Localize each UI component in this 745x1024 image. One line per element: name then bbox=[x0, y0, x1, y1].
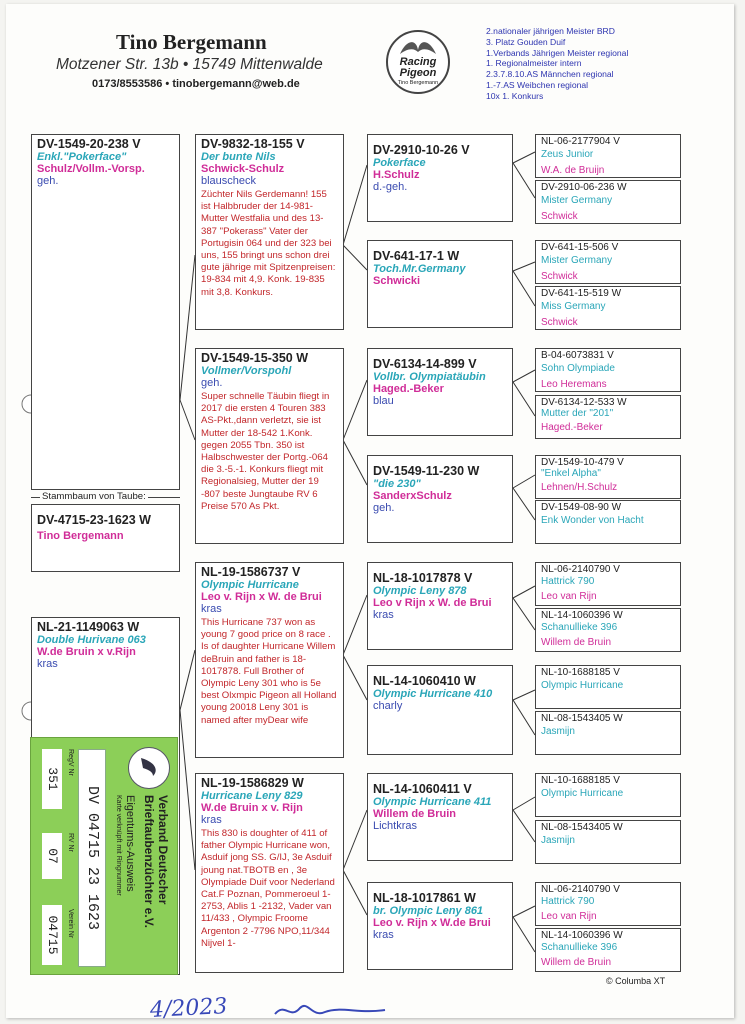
ancestor-card bbox=[535, 773, 681, 817]
grandparent-card bbox=[195, 134, 344, 330]
color: geh. bbox=[201, 377, 223, 389]
ownership-card-content bbox=[32, 739, 178, 975]
pigeon-name: Toch.Mr.Germany bbox=[373, 263, 466, 275]
pigeon-name: Enkl."Pokerface" bbox=[37, 151, 127, 163]
card-org-line2: Brieftaubenzüchter e.V. bbox=[142, 795, 156, 928]
ring-number: DV-1549-11-230 W bbox=[373, 464, 480, 478]
owner: Schulz/Vollm.-Vorsp. bbox=[37, 163, 145, 175]
owner: Leo Heremans bbox=[541, 379, 607, 390]
sire-card bbox=[31, 134, 180, 490]
owner: Leo van Rijn bbox=[541, 911, 597, 922]
great-grandparent-card bbox=[367, 240, 513, 328]
grandparent-card bbox=[195, 562, 344, 758]
ring-number: DV-1549-08-90 W bbox=[541, 502, 622, 513]
pigeon-name: Mutter der "201" bbox=[541, 408, 614, 419]
owner: Lehnen/H.Schulz bbox=[541, 482, 618, 493]
grandparent-card bbox=[195, 773, 344, 973]
pigeon-name: Vollmer/Vorspohl bbox=[201, 365, 292, 377]
owner: W.A. de Bruijn bbox=[541, 165, 605, 176]
ring-number: NL-06-2140790 V bbox=[541, 884, 620, 895]
pigeon-name: Mister Germany bbox=[541, 255, 613, 266]
card-value-regv: 351 bbox=[42, 749, 62, 809]
owner: Willem de Bruin bbox=[541, 637, 612, 648]
ring-number: NL-14-1060411 V bbox=[373, 782, 472, 796]
owner: Leo v. Rijn x W. de Brui bbox=[201, 591, 322, 603]
ancestor-card bbox=[535, 882, 681, 926]
ring-number: NL-06-2177904 V bbox=[541, 136, 620, 147]
ring-number: NL-18-1017878 V bbox=[373, 571, 473, 585]
ancestor-card bbox=[535, 134, 681, 178]
color: kras bbox=[373, 929, 394, 941]
great-grandparent-card bbox=[367, 665, 513, 755]
pigeon-name: Vollbr. Olympiatäubin bbox=[373, 371, 486, 383]
owner: Schwicki bbox=[373, 275, 421, 287]
achievement-item: 1. Regionalmeister intern bbox=[486, 58, 582, 69]
color: kras bbox=[201, 814, 222, 826]
color: kras bbox=[373, 609, 394, 621]
ancestor-card bbox=[535, 286, 681, 330]
pigeon-name: Der bunte Nils bbox=[201, 151, 276, 163]
handwritten-scribble bbox=[270, 1000, 390, 1022]
software-credit: © Columba XT bbox=[606, 976, 666, 986]
color: d.-geh. bbox=[373, 181, 408, 193]
achievement-item: 2.3.7.8.10.AS Männchen regional bbox=[486, 69, 614, 80]
owner: H.Schulz bbox=[373, 169, 420, 181]
owner: W.de Bruin x v.Rijn bbox=[37, 646, 136, 658]
great-grandparent-card bbox=[367, 773, 513, 861]
breeder-contact: 0173/8553586 • tinobergemann@web.de bbox=[92, 78, 300, 90]
card-label-rv: RV Nr bbox=[67, 833, 74, 852]
card-ring-number: DV 04715 23 1623 bbox=[78, 749, 106, 967]
breeder-note: Züchter Nils Gerdemann! 155 ist Halbbruder der 14-981- Mutter Westfalia und des 13-387 "Pokerass" Vater der Portugisin 064 und der 323 bei uns, 155 bringt uns schon drei gute jährige mit Spitzenpreisen: 19-834 mit 4,9. Konk. 19-835 mit 3,8. Konkurs. bbox=[201, 189, 336, 298]
pigeon-name: Enk Wonder von Hacht bbox=[541, 515, 644, 526]
ancestor-card bbox=[535, 928, 681, 972]
owner: Schwick-Schulz bbox=[201, 163, 285, 175]
owner: Willem de Bruin bbox=[541, 957, 612, 968]
ring-number: B-04-6073831 V bbox=[541, 350, 614, 361]
great-grandparent-card bbox=[367, 455, 513, 543]
owner: Leo v Rijn x W. de Brui bbox=[373, 597, 492, 609]
color: geh. bbox=[373, 502, 395, 514]
ancestor-card bbox=[535, 500, 681, 544]
logo-line1: Racing bbox=[399, 56, 437, 68]
ring-number: DV-1549-20-238 V bbox=[37, 137, 141, 151]
ring-number: NL-08-1543405 W bbox=[541, 822, 623, 833]
ring-number: DV-641-15-506 V bbox=[541, 242, 619, 253]
ancestor-card bbox=[535, 348, 681, 392]
pigeon-name: Jasmijn bbox=[541, 726, 575, 737]
ancestor-card bbox=[535, 711, 681, 755]
ancestor-card bbox=[535, 665, 681, 709]
ring-number: NL-19-1586829 W bbox=[201, 776, 304, 790]
ring-number: DV-1549-15-350 W bbox=[201, 351, 309, 365]
owner: SanderxSchulz bbox=[373, 490, 452, 502]
great-grandparent-card bbox=[367, 134, 513, 222]
logo-line3: Tino Bergemann bbox=[397, 80, 439, 86]
pigeon-name: Olympic Hurricane 411 bbox=[373, 796, 492, 808]
color: Lichtkras bbox=[373, 820, 418, 832]
achievement-item: 1.-7.AS Weibchen regional bbox=[486, 79, 589, 90]
card-label-regv: RegV Nr bbox=[67, 749, 74, 776]
ring-number: DV-2910-10-26 V bbox=[373, 143, 470, 157]
breeder-address: Motzener Str. 13b • 15749 Mittenwalde bbox=[56, 56, 323, 73]
great-grandparent-card bbox=[367, 348, 513, 436]
ring-number: NL-21-1149063 W bbox=[37, 620, 140, 634]
breeder-note: This Hurricane 737 won as young 7 good price on 8 race . Is of daughter Hurricane Willem deBruin and father is 18-1017878. Full Brother of Olympic Leny 301 who is 5e best Olxmpic Pigeon all Holland young 20018 Leny 301 is named after myDear wife bbox=[201, 617, 337, 726]
owner: Haged.-Beker bbox=[373, 383, 444, 395]
achievement-item: 1.Verbands Jährigen Meister regional bbox=[486, 47, 629, 58]
color: kras bbox=[201, 603, 222, 615]
breeder-note: This 830 is doughter of 411 of father Olympic Hurricane won, Asduif jong SS. G/IJ, 3e Asduif joung nat.TBOTB en , 3e Olympiade Duif voor Nederland Cat.F Poznan, Pommeroeul 1-2753, Ablis 1 -2132, Vader van 11/433 , Olympic Froome Argenton 2 -7796 NPO,11/344 Nijvel 1- bbox=[201, 828, 335, 949]
pigeon-name: "die 230" bbox=[373, 478, 421, 490]
achievement-item: 2.nationaler jährigen Meister BRD bbox=[486, 26, 615, 36]
owner: Schwick bbox=[541, 271, 578, 282]
great-grandparent-card bbox=[367, 882, 513, 970]
pigeon-name: Hattrick 790 bbox=[541, 576, 595, 587]
ancestor-card bbox=[535, 455, 681, 499]
ring-number: DV-641-17-1 W bbox=[373, 249, 460, 263]
pigeon-name: Schanullieke 396 bbox=[541, 942, 618, 953]
pigeon-name: Olympic Hurricane bbox=[541, 680, 624, 691]
ancestor-card bbox=[535, 240, 681, 284]
ring-number: NL-08-1543405 W bbox=[541, 713, 623, 724]
card-label-verein: Verein Nr bbox=[67, 909, 74, 939]
owner: Leo v. Rijn x W.de Brui bbox=[373, 917, 491, 929]
owner: Schwick bbox=[541, 317, 578, 328]
pigeon-name: br. Olympic Leny 861 bbox=[373, 905, 484, 917]
color: geh. bbox=[37, 175, 59, 187]
pigeon-name: Schanullieke 396 bbox=[541, 622, 618, 633]
pigeon-name: Miss Germany bbox=[541, 301, 606, 312]
card-value-verein: 04715 bbox=[42, 905, 62, 965]
card-value-rv: 07 bbox=[42, 833, 62, 879]
grandparent-card bbox=[195, 348, 344, 544]
ancestor-card bbox=[535, 395, 681, 439]
ancestor-card bbox=[535, 180, 681, 224]
pigeon-name: Olympic Hurricane 410 bbox=[373, 688, 493, 700]
ring-number: NL-06-2140790 V bbox=[541, 564, 620, 575]
pigeon-name: Hurricane Leny 829 bbox=[201, 790, 303, 802]
ring-number: NL-14-1060410 W bbox=[373, 674, 476, 688]
ring-number: DV-2910-06-236 W bbox=[541, 182, 627, 193]
ring-number: DV-1549-10-479 V bbox=[541, 457, 624, 468]
breeder-note: Super schnelle Täubin fliegt in 2017 die ersten 4 Touren 383 AS-Pkt.,dann verletzt, sie ist Mutter der 18-542 1.Konk. gegen 2055 Tbn. 350 ist Halbschwester der Portg.-064 die 3.-5.-1. Konkurs fliegt mit Regionalsieg, Mutter der 19 -807 beste Jungtaube RV 6 Preise 570 As Pkt. bbox=[201, 391, 330, 512]
color: blauscheck bbox=[201, 175, 257, 187]
ring-number: NL-14-1060396 W bbox=[541, 610, 623, 621]
ring-number: DV-6134-14-899 V bbox=[373, 357, 477, 371]
pigeon-name: "Enkel Alpha" bbox=[541, 468, 601, 479]
card-org-line1: Verband Deutscher bbox=[156, 795, 170, 905]
vdb-logo bbox=[128, 747, 170, 789]
ring-number: NL-10-1688185 V bbox=[541, 667, 620, 678]
handwritten-date: 4/2023 bbox=[149, 993, 229, 1024]
ancestor-card bbox=[535, 820, 681, 864]
subject-card bbox=[31, 504, 180, 572]
owner: Tino Bergemann bbox=[37, 530, 124, 542]
owner: Willem de Bruin bbox=[373, 808, 457, 820]
owner: W.de Bruin x v. Rijn bbox=[201, 802, 303, 814]
color: kras bbox=[37, 658, 58, 670]
card-title: Eigentums-Ausweis bbox=[124, 795, 136, 892]
pigeon-name: Olympic Hurricane bbox=[541, 788, 624, 799]
pigeon-name: Sohn Olympiade bbox=[541, 363, 615, 374]
ring-number: NL-19-1586737 V bbox=[201, 565, 301, 579]
ring-number: DV-9832-18-155 V bbox=[201, 137, 305, 151]
logo-line2: Pigeon bbox=[399, 67, 437, 79]
pigeon-name: Jasmijn bbox=[541, 835, 575, 846]
vdb-emblem-icon bbox=[129, 748, 169, 788]
ring-number: NL-14-1060396 W bbox=[541, 930, 623, 941]
pigeon-name: Zeus Junior bbox=[541, 149, 594, 160]
pigeon-name: Hattrick 790 bbox=[541, 896, 595, 907]
subject-caption: Stammbaum von Taube: bbox=[42, 491, 146, 502]
ring-number: NL-10-1688185 V bbox=[541, 775, 620, 786]
color: blau bbox=[373, 395, 394, 407]
ancestor-card bbox=[535, 562, 681, 606]
ring-number: DV-4715-23-1623 W bbox=[37, 513, 151, 527]
color: charly bbox=[373, 700, 403, 712]
pigeon-name: Double Hurivane 063 bbox=[37, 634, 146, 646]
ownership-card bbox=[30, 737, 178, 975]
pigeon-name: Pokerface bbox=[373, 157, 426, 169]
ring-number: NL-18-1017861 W bbox=[373, 891, 476, 905]
achievement-item: 10x 1. Konkurs bbox=[486, 90, 544, 101]
ancestor-card bbox=[535, 608, 681, 652]
ring-number: DV-641-15-519 W bbox=[541, 288, 622, 299]
achievement-item: 3. Platz Gouden Duif bbox=[486, 36, 566, 47]
pigeon-name: Olympic Hurricane bbox=[201, 579, 299, 591]
pigeon-name: Olympic Leny 878 bbox=[373, 585, 467, 597]
owner: Leo van Rijn bbox=[541, 591, 597, 602]
owner: Schwick bbox=[541, 211, 578, 222]
card-subtitle: Karte verknüpft mit Ringnummer bbox=[115, 795, 122, 896]
pigeon-name: Mister Germany bbox=[541, 195, 613, 206]
owner: Haged.-Beker bbox=[541, 422, 603, 433]
breeder-name: Tino Bergemann bbox=[116, 30, 267, 54]
ring-number: DV-6134-12-533 W bbox=[541, 397, 627, 408]
great-grandparent-card bbox=[367, 562, 513, 650]
